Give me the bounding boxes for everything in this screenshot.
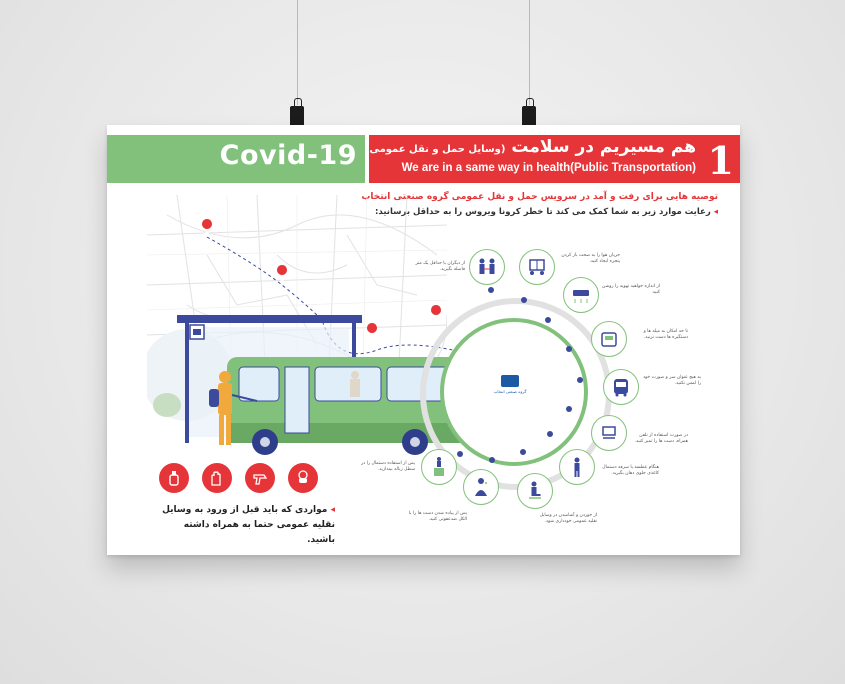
arrow-icon: ◂ (713, 207, 718, 217)
connector-dot (520, 449, 526, 455)
distance-icon (469, 249, 505, 285)
connector-dot (489, 457, 495, 463)
tip-text: از دیگران با حداقل یک متر فاصله بگیرید. (415, 261, 465, 272)
trash-icon (421, 449, 457, 485)
tip-text: تا حد امکان به میله ها و دستگیره ها دست نزنید. (643, 329, 688, 340)
connector-dot (521, 297, 527, 303)
hanging-string-right (529, 0, 530, 105)
intro-line: توصیه هایی برای رفت و آمد در سرویس حمل و نقل عمومی گروه صنعتی انتخاب (361, 192, 718, 202)
connector-dot (488, 287, 494, 293)
seat-icon (591, 415, 627, 451)
persian-title-sub: (وسایل حمل و نقل عمومی) (364, 144, 506, 155)
mask-icon (288, 463, 318, 493)
tip-text: از اندازه خواهید تهویه را روشن کنید. (602, 284, 660, 295)
passenger-worker-icon (350, 371, 360, 397)
poster (107, 125, 740, 555)
thermometer-icon (245, 463, 275, 493)
tip-text: پس از استفاده دستمال را در سطل زباله بیندازید. (361, 461, 415, 472)
standing-person-icon (559, 449, 595, 485)
window-icon (519, 249, 555, 285)
must-have-note (155, 503, 335, 548)
bus-icon (603, 369, 639, 405)
hand-sanitizer-icon (159, 463, 189, 493)
tip-text: پس از پیاده شدن دست ها را با الکل ضدعفونی کنید. (408, 511, 467, 522)
hanging-string-left (297, 0, 298, 105)
logo-text: گروه صنعتی انتخاب (493, 389, 527, 394)
arrow-icon: ◂ (330, 505, 335, 515)
tip-text: به هیچ عنوان سر و صورت خود را لمس نکنید. (643, 375, 701, 386)
persian-title-main: هم مسیریم در سلامت (511, 137, 696, 157)
tip-text: در صورت استفاده از تلفن همراه، دست ها را تمیز کنید. (634, 433, 688, 444)
connector-dot (547, 431, 553, 437)
cough-icon (463, 469, 499, 505)
intro-line-2-text: رعایت موارد زیر به شما کمک می کند تا خطر کرونا ویروس را به حداقل برسانید: (375, 207, 711, 217)
gloves-icon (202, 463, 232, 493)
connector-dot (545, 317, 551, 323)
connector-dot (566, 346, 572, 352)
tip-text: از خوردن و آشامیدن در وسایل نقلیه عمومی خودداری شود. (539, 513, 597, 524)
air-conditioner-icon (563, 277, 599, 313)
connector-dot (577, 377, 583, 383)
company-logo (485, 375, 535, 394)
covid-title: Covid-19 (219, 140, 357, 171)
card-reader-icon (591, 321, 627, 357)
tip-text: جریان هوا را به صحت باز کردن پنجره ایجاد کنید. (561, 253, 620, 264)
tip-text: هنگام عطسه یا سرفه دستمال کاغذی جلوی دهان بگیرید. (602, 465, 659, 476)
connector-dot (457, 451, 463, 457)
must-have-text: مواردی که باید قبل از ورود به وسایل نقلیه عمومی حتما به همراه داشته باشید. (162, 505, 335, 545)
logo-mark-icon (501, 375, 519, 387)
section-number: 1 (707, 138, 734, 183)
sitting-person-icon (517, 473, 553, 509)
connector-dot (566, 406, 572, 412)
english-title: We are in a same way in health(Public Transportation) (401, 162, 696, 174)
